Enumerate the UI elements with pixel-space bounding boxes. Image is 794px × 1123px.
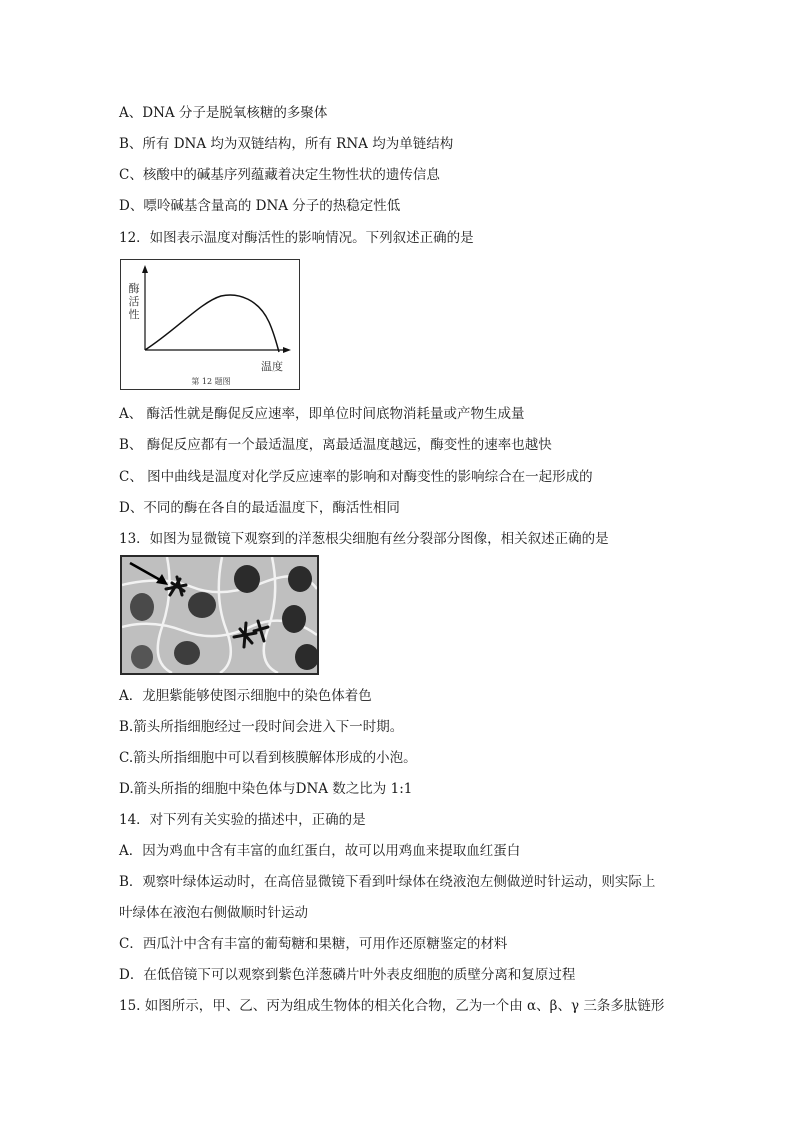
q12-option-a: A、 酶活性就是酶促反应速率，即单位时间底物消耗量或产物生成量	[119, 406, 525, 422]
q13-option-c: C.箭头所指细胞中可以看到核膜解体形成的小泡。	[119, 750, 417, 766]
q12-figure-svg	[121, 260, 299, 389]
q12-option-d: D、不同的酶在各自的最适温度下，酶活性相同	[119, 500, 400, 516]
q14-option-a: A．因为鸡血中含有丰富的血红蛋白，故可以用鸡血来提取血红蛋白	[119, 843, 521, 859]
q13-option-d: D.箭头所指的细胞中染色体与DNA 数之比为 1:1	[119, 781, 413, 797]
q11-option-d: D、嘌呤碱基含量高的 DNA 分子的热稳定性低	[119, 198, 401, 214]
q14-option-c: C．西瓜汁中含有丰富的葡萄糖和果糖，可用作还原糖鉴定的材料	[119, 936, 508, 952]
q14-stem: 14．对下列有关实验的描述中，正确的是	[119, 812, 366, 828]
q13-micrograph-svg	[122, 557, 317, 673]
q12-option-c: C、 图中曲线是温度对化学反应速率的影响和对酶变性的影响综合在一起形成的	[119, 469, 593, 485]
q12-figure-enzyme-activity-vs-temperature	[120, 259, 300, 390]
q13-option-a: A．龙胆紫能够使图示细胞中的染色体着色	[119, 688, 372, 704]
q13-option-b: B.箭头所指细胞经过一段时间会进入下一时期。	[119, 719, 404, 735]
q13-stem: 13．如图为显微镜下观察到的洋葱根尖细胞有丝分裂部分图像，相关叙述正确的是	[119, 531, 609, 547]
q12-option-b: B、 酶促反应都有一个最适温度，离最适温度越远，酶变性的速率也越快	[119, 437, 552, 453]
q11-option-c: C、核酸中的碱基序列蕴藏着决定生物性状的遗传信息	[119, 167, 440, 183]
ylabel-char-2: 活	[128, 295, 140, 308]
q11-option-a: A、DNA 分子是脱氧核糖的多聚体	[119, 105, 328, 121]
ylabel-char-3: 性	[128, 308, 140, 321]
xlabel: 温度	[261, 360, 283, 373]
activity-curve	[145, 295, 279, 352]
y-axis-arrow-icon	[142, 265, 148, 273]
q11-option-b: B、所有 DNA 均为双链结构，所有 RNA 均为单链结构	[119, 136, 454, 152]
q14-option-b: B．观察叶绿体运动时，在高倍显微镜下看到叶绿体在绕液泡左侧做逆时针运动，则实际上	[119, 874, 656, 890]
x-axis-arrow-icon	[283, 347, 291, 353]
q13-micrograph-onion-root-tip-cells	[120, 555, 319, 675]
q14-option-b-continued: 叶绿体在液泡右侧做顺时针运动	[119, 905, 308, 921]
figure-caption: 第 12 题图	[191, 377, 231, 386]
ylabel-char-1: 酶	[128, 282, 140, 295]
q12-stem: 12．如图表示温度对酶活性的影响情况。下列叙述正确的是	[119, 230, 474, 246]
q14-option-d: D．在低倍镜下可以观察到紫色洋葱磷片叶外表皮细胞的质壁分离和复原过程	[119, 967, 576, 983]
q15-stem: 15. 如图所示，甲、乙、丙为组成生物体的相关化合物，乙为一个由 α、β、γ 三条多肽链形	[119, 998, 665, 1014]
